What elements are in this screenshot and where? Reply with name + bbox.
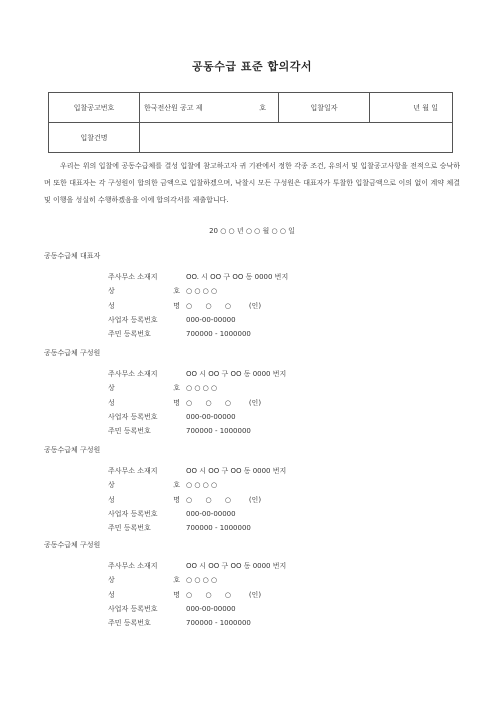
bid-notice-no-value: 한국전산원 공고 제 [144,103,203,112]
name-label-a: 성 [108,398,115,407]
address-row [44,464,464,478]
address-label: 주사무소 소재지 [108,562,158,570]
bid-notice-no-label: 입찰공고번호 [49,93,140,123]
regno-value: 700000 - 1000000 [186,524,251,533]
company-label-b: 호 [173,576,180,585]
bizno-label: 사업자 등록번호 [108,412,158,421]
name-label-a: 성 [108,301,115,310]
bizno-value: 000-00-00000 [186,509,236,518]
address-label: 주사무소 소재지 [108,273,158,281]
bizno-value: 000-00-00000 [186,604,236,613]
name-label-b: 명 [173,495,180,504]
name-row [44,299,464,313]
section-heading: 공동수급체 구성원 [44,349,101,357]
company-row [44,381,464,395]
bizno-value: 000-00-00000 [186,315,236,324]
company-label-a: 상 [108,287,115,296]
company-row [44,478,464,492]
name-value: ○ ○ ○ (인) [186,590,262,599]
company-value: ○ ○ ○ ○ [186,576,218,585]
name-value: ○ ○ ○ (인) [186,301,262,310]
name-row [44,493,464,507]
name-row [44,588,464,602]
regno-row [44,424,464,438]
company-value: ○ ○ ○ ○ [186,384,218,393]
name-label-b: 명 [173,301,180,310]
company-label [108,284,180,298]
address-value: OO 시 OO 구 OO 동 0000 번지 [186,467,287,475]
bizno-row [44,507,464,521]
address-value: OO. 시 OO 구 OO 동 0000 번지 [186,273,289,281]
regno-label: 주민 등록번호 [108,619,151,628]
agreement-body-text: 우리는 위의 입찰에 공동수급체를 결성 입찰에 참고하고자 귀 기관에서 정한 각종 조건, 유의서 및 입찰공고사항을 전적으로 승낙하며 또한 대표자는 각 구성원이 합의한 금액으로 입찰하겠으며, 낙찰시 모든 구성원은 대표자가 투찰한 입찰금액으로 이의 없이 계약 체결 및 이행을 성실히 수행하겠음을 이에 합의각서를 제출합니다. [44,162,460,204]
regno-value: 700000 - 1000000 [186,330,251,339]
company-value: ○ ○ ○ ○ [186,287,218,296]
bizno-label: 사업자 등록번호 [108,604,158,613]
company-label-a: 상 [108,384,115,393]
regno-value: 700000 - 1000000 [186,427,251,436]
name-label [108,588,180,602]
bizno-value: 000-00-00000 [186,412,236,421]
document-title: 공동수급 표준 합의각서 [192,60,312,73]
company-label-b: 호 [173,481,180,490]
bid-notice-no-suffix: 호 [259,103,266,112]
section-heading: 공동수급체 구성원 [44,446,101,454]
bizno-row [44,313,464,327]
address-row [44,367,464,381]
company-row [44,284,464,298]
regno-row [44,616,464,630]
regno-label: 주민 등록번호 [108,330,151,339]
address-label: 주사무소 소재지 [108,370,158,378]
section-heading: 공동수급체 구성원 [44,541,101,549]
company-label [108,573,180,587]
bizno-row [44,410,464,424]
name-label [108,299,180,313]
name-row [44,396,464,410]
bid-date-label: 입찰일자 [279,93,370,123]
address-row [44,270,464,284]
address-row [44,559,464,573]
address-label: 주사무소 소재지 [108,467,158,475]
bizno-row [44,602,464,616]
regno-value: 700000 - 1000000 [186,619,251,628]
address-value: OO 시 OO 구 OO 동 0000 번지 [186,562,287,570]
company-label-b: 호 [173,384,180,393]
company-label-b: 호 [173,287,180,296]
member-section [44,347,464,438]
bid-name-label: 입찰건명 [49,123,140,153]
regno-row [44,521,464,535]
bid-info-table [48,92,453,153]
bid-date-value: 년 월 일 [370,93,453,123]
name-label-a: 성 [108,495,115,504]
regno-label: 주민 등록번호 [108,427,151,436]
member-section [44,539,464,630]
bizno-label: 사업자 등록번호 [108,509,158,518]
date-line: 20 ○ ○ 년 ○ ○ 월 ○ ○ 일 [209,227,295,235]
company-label [108,381,180,395]
company-label [108,478,180,492]
name-label-b: 명 [173,398,180,407]
name-label [108,396,180,410]
regno-label: 주민 등록번호 [108,524,151,533]
address-value: OO 시 OO 구 OO 동 0000 번지 [186,370,287,378]
name-label [108,493,180,507]
bid-notice-no-cell [140,93,279,123]
company-row [44,573,464,587]
company-label-a: 상 [108,576,115,585]
bizno-label: 사업자 등록번호 [108,315,158,324]
bid-name-value [140,123,453,153]
member-section [44,444,464,535]
section-heading: 공동수급체 대표자 [44,252,101,260]
regno-row [44,327,464,341]
company-value: ○ ○ ○ ○ [186,481,218,490]
name-label-a: 성 [108,590,115,599]
representative-section [44,250,464,341]
name-value: ○ ○ ○ (인) [186,495,262,504]
name-value: ○ ○ ○ (인) [186,398,262,407]
company-label-a: 상 [108,481,115,490]
name-label-b: 명 [173,590,180,599]
